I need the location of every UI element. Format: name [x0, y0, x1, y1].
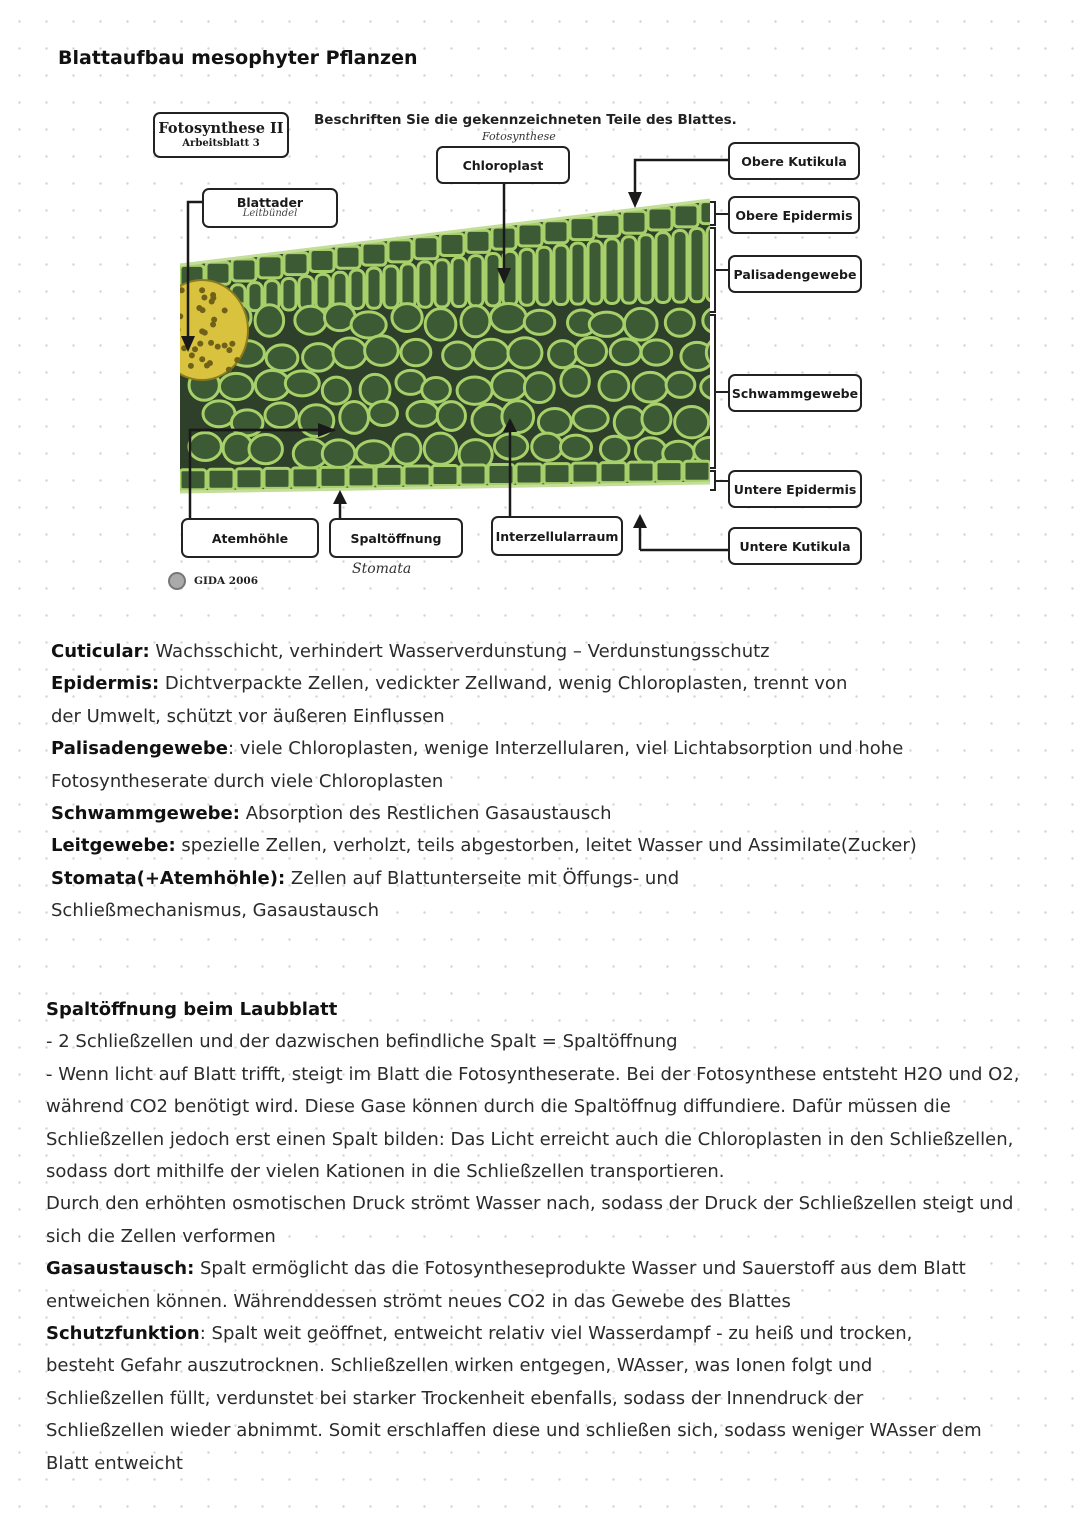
leaf-tissue [156, 190, 743, 500]
cell [633, 372, 667, 402]
cell [392, 304, 422, 332]
cell [706, 337, 737, 369]
cell [236, 469, 262, 489]
definition-schwammgewebe: Schwammgewebe: Absorption des Restlichen Gasaustausch [51, 803, 612, 825]
cell [432, 465, 458, 485]
layer-brackets [710, 202, 728, 490]
cell [418, 262, 432, 307]
cell [350, 270, 364, 308]
paragraph-line2: - Wenn licht auf Blatt trifft, steigt im Blatt die Fotosyntheserate. Bei der Fotosynthese entsteht H2O und O2, während CO2 benötigt wird. Diese Gase können durch die Spaltöffnug diffundiere. Dafür müssen die Schließzellen jedoch erst einen Spalt bilden: Das Licht erreicht auch die Chloroplasten in den Schließzellen, sodass dort mithilfe der vielen Kationen in die Schließzellen transportieren. [46, 1063, 1020, 1183]
label-interzellularraum: Interzellularraum [491, 516, 623, 556]
cell [537, 247, 551, 305]
cell [393, 434, 421, 464]
cell [570, 218, 594, 240]
cell [473, 339, 508, 368]
cell [209, 298, 215, 304]
cell [610, 339, 641, 365]
cell [665, 309, 694, 336]
cell [424, 433, 456, 464]
cell [460, 465, 486, 485]
cell [333, 338, 366, 368]
cell [266, 345, 298, 371]
definition-cuticular: Cuticular: Wachsschicht, verhindert Wasserverdunstung – Verdunstungsschutz [51, 641, 770, 662]
cell [210, 292, 216, 298]
cell [197, 341, 203, 347]
cell [168, 312, 174, 318]
worksheet-number: Arbeitsblatt 3 [182, 137, 260, 149]
cell [362, 243, 386, 265]
cell [229, 341, 235, 347]
cell [189, 433, 221, 461]
cell [249, 435, 282, 464]
cell [690, 228, 704, 301]
cell [192, 346, 198, 352]
cell [554, 245, 568, 304]
cell [544, 221, 568, 243]
cell [199, 356, 205, 362]
page-title: Blattaufbau mesophyter Pflanzen [58, 47, 418, 69]
label-obere-kutikula: Obere Kutikula [728, 142, 860, 180]
cell [189, 352, 195, 358]
cell [167, 326, 173, 332]
cell [572, 463, 598, 483]
cell [365, 336, 399, 366]
cell [264, 468, 290, 488]
cell [561, 366, 589, 396]
cell [422, 378, 451, 403]
cell [599, 371, 629, 400]
handwriting-fotosynthese: Fotosynthese [482, 130, 556, 143]
cell [175, 313, 181, 319]
cell [226, 347, 232, 353]
cell [265, 403, 297, 428]
cell [491, 304, 527, 332]
cell [348, 467, 374, 487]
section-heading: Spaltöffnung beim Laubblatt [46, 999, 338, 1020]
cell [322, 440, 355, 468]
cell [299, 276, 313, 309]
cell [208, 469, 234, 489]
worksheet-series: Fotosynthese II [158, 119, 284, 137]
cell [248, 283, 262, 311]
worksheet-instruction: Beschriften Sie die gekennzeichneten Teile des Blattes. [314, 112, 737, 128]
cell [284, 253, 308, 275]
cell [624, 308, 657, 340]
cell [316, 274, 330, 309]
cell [703, 307, 733, 333]
cell [336, 246, 360, 268]
cell [437, 402, 465, 431]
cell [258, 256, 282, 278]
cell [376, 466, 402, 486]
cell [196, 305, 202, 311]
cell [219, 373, 252, 399]
cell [532, 433, 563, 460]
cell [648, 208, 672, 230]
cell [675, 407, 709, 438]
label-untere-epidermis: Untere Epidermis [728, 470, 862, 508]
cell [694, 437, 727, 463]
cell [628, 462, 654, 482]
cell [222, 307, 228, 313]
paragraph-schutzfunktion: Schutzfunktion: Spalt weit geöffnet, entweicht relativ viel Wasserdampf - zu heiß und trocken, besteht Gefahr auszutrocknen. Schließzellen wirken entgegen, WAsser, was Ionen folgt und Schließzellen füllt, verdunstet bei starker Trockenheit ebenfalls, sodass der Innendruck der Schließzellen wieder abnimmt. Somit erschlaffen diese und schließen sich, sodass weniger WAsser dem Blatt entweicht [46, 1323, 982, 1474]
cell [201, 294, 207, 300]
cell [605, 239, 619, 304]
cell [356, 441, 391, 466]
cell [215, 344, 221, 350]
cell [538, 408, 571, 435]
leaf-diagram [150, 100, 890, 600]
label-atemhoehle: Atemhöhle [181, 518, 319, 558]
cell [173, 315, 179, 321]
cell [588, 241, 602, 304]
cell [320, 467, 346, 487]
cell [188, 363, 194, 369]
cell [173, 311, 179, 317]
cell [469, 256, 483, 307]
definition-palisadengewebe: Palisadengewebe: viele Chloroplasten, wenige Interzellularen, viel Lichtabsorption und hohe Fotosyntheserate durch viele Chloroplasten [51, 738, 904, 792]
cell [171, 308, 177, 314]
cell [622, 237, 636, 303]
label-schwammgewebe: Schwammgewebe [728, 374, 862, 412]
cell [285, 371, 319, 396]
cell [440, 234, 464, 256]
cell [369, 401, 398, 425]
cell [204, 362, 210, 368]
worksheet-badge [153, 112, 289, 158]
cell [414, 237, 438, 259]
cell [208, 340, 214, 346]
label-untere-kutikula: Untere Kutikula [728, 527, 862, 565]
cell [351, 312, 386, 338]
definitions-block [51, 636, 1041, 928]
handwriting-stomata: Stomata [352, 561, 412, 577]
cell [560, 435, 591, 459]
cell [234, 357, 240, 363]
cell [673, 231, 687, 303]
cell [700, 202, 724, 224]
cell [641, 340, 672, 365]
handwriting-leitbuendel: Leitbündel [242, 208, 298, 220]
paragraph-line3: Durch den erhöhten osmotischen Druck strömt Wasser nach, sodass der Druck der Schließzellen steigt und sich die Zellen verformen [46, 1193, 1014, 1247]
paragraph-gasaustausch: Gasaustausch: Spalt ermöglicht das die Fotosyntheseprodukte Wasser und Sauerstoff aus dem Blatt entweichen können. Währenddessen strömt neues CO2 in das Gewebe des Blattes [46, 1258, 966, 1312]
cell [401, 339, 431, 365]
cell [255, 305, 284, 336]
cell [486, 253, 500, 305]
paragraph-line1: - 2 Schließzellen und der dazwischen befindliche Spalt = Spaltöffnung [46, 1031, 678, 1053]
cell [656, 233, 670, 303]
cell [520, 249, 534, 305]
cell [600, 463, 626, 483]
cell [508, 338, 542, 368]
cell [524, 310, 555, 334]
cell [457, 377, 492, 404]
cell [384, 266, 398, 308]
stomata-section [46, 994, 1046, 1480]
label-obere-epidermis: Obere Epidermis [728, 196, 860, 234]
cell [292, 468, 318, 488]
cell [639, 235, 653, 303]
cell [173, 299, 179, 305]
cell [388, 240, 412, 262]
cell [642, 404, 671, 434]
definition-epidermis: Epidermis: Dichtverpackte Zellen, vedickter Zellwand, wenig Chloroplasten, trennt von der Umwelt, schützt vor äußeren Einflussen [51, 673, 848, 727]
cell [656, 462, 682, 482]
cell [232, 259, 256, 281]
cell [310, 249, 334, 271]
cell [571, 243, 585, 304]
cell [492, 371, 527, 401]
cell [435, 260, 449, 307]
cell [282, 279, 296, 310]
label-palisadengewebe: Palisadengewebe [728, 255, 862, 293]
cell [295, 306, 327, 334]
cell [210, 322, 216, 328]
cell [466, 230, 490, 252]
cell [180, 470, 206, 490]
credit [168, 572, 258, 590]
credit-text: GIDA 2006 [194, 575, 259, 587]
cell [303, 344, 335, 372]
cell [443, 342, 473, 369]
cell [199, 287, 205, 293]
cell [544, 464, 570, 484]
cell [367, 268, 381, 308]
gida-logo-icon [168, 572, 186, 590]
cell [322, 377, 350, 404]
cell [226, 367, 232, 373]
cell [425, 309, 456, 340]
cell [596, 214, 620, 236]
cell [222, 342, 228, 348]
cell [600, 436, 629, 462]
blattader-text: Blattader [236, 195, 304, 211]
cell [407, 401, 438, 426]
cell [684, 461, 710, 481]
cell [174, 320, 180, 326]
cell [516, 464, 542, 484]
cell [666, 372, 695, 397]
cell [524, 373, 554, 403]
cell [518, 224, 542, 246]
cell [622, 211, 646, 233]
cell [168, 307, 174, 313]
cell [589, 312, 624, 336]
label-spaltoeffnung: Spaltöffnung [329, 518, 463, 558]
cell [179, 287, 185, 293]
cell [340, 401, 369, 433]
cell [573, 406, 608, 431]
cell [404, 466, 430, 486]
cell [548, 341, 576, 368]
cell [614, 407, 645, 439]
cell [461, 306, 490, 337]
cell [401, 264, 415, 308]
definition-stomata: Stomata(+Atemhöhle): Zellen auf Blattunterseite mit Öffungs- und Schließmechanismus, Gasaustausch [51, 867, 680, 922]
label-blattader [202, 188, 338, 228]
cell [674, 205, 698, 227]
label-chloroplast: Chloroplast [436, 146, 570, 184]
cell [199, 328, 205, 334]
cell [452, 258, 466, 307]
cell [575, 337, 606, 365]
cell [174, 327, 180, 333]
definition-leitgewebe: Leitgewebe: spezielle Zellen, verholzt, teils abgestorben, leitet Wasser und Assimilate(Zucker) [51, 835, 917, 857]
